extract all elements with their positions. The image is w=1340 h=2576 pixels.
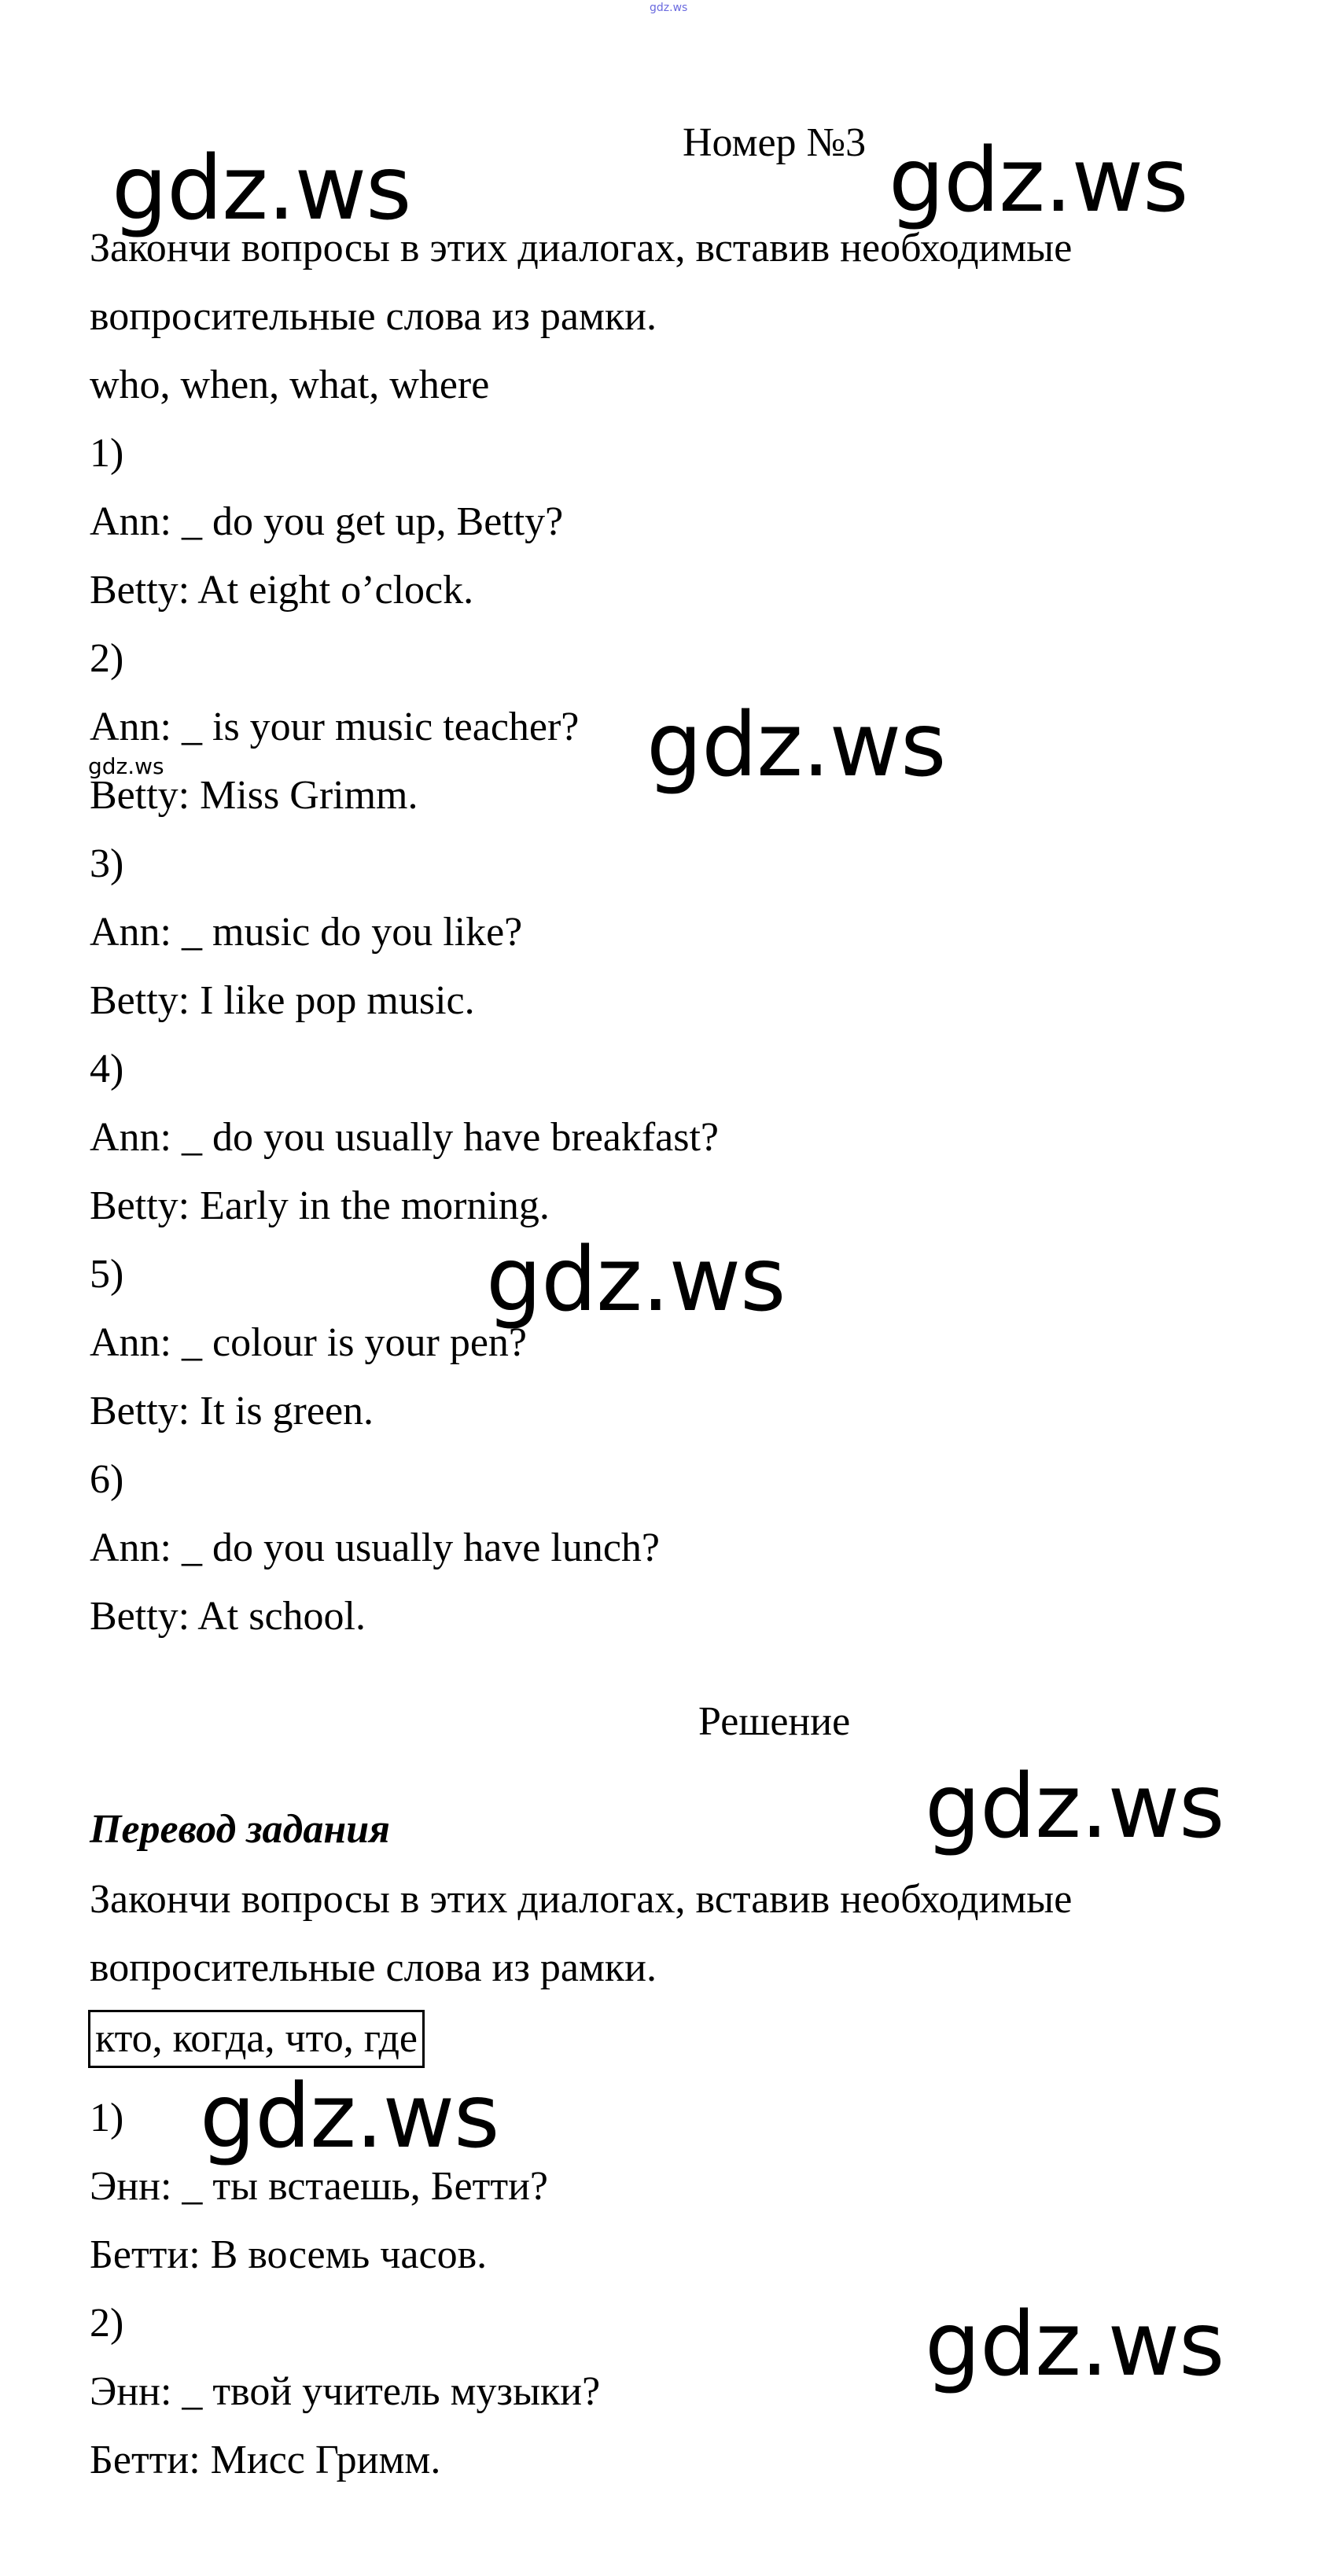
solution-dialog-1-number: 1) xyxy=(90,2096,124,2140)
translation-heading: Перевод задания xyxy=(90,1807,390,1852)
watermark: gdz.ws xyxy=(925,1756,1224,1858)
page-title: Номер №3 xyxy=(683,120,867,165)
dialog-6-number: 6) xyxy=(90,1457,124,1502)
watermark: gdz.ws xyxy=(889,130,1188,232)
word-box: кто, когда, что, где xyxy=(88,2010,425,2068)
solution-dialog-1-ann: Энн: _ ты встаешь, Бетти? xyxy=(90,2164,548,2209)
dialog-1-number: 1) xyxy=(90,431,124,476)
top-watermark: gdz.ws xyxy=(650,2,688,14)
solution-dialog-2-betty: Бетти: Мисс Гримм. xyxy=(90,2438,441,2482)
dialog-5-ann: Ann: _ colour is your pen? xyxy=(90,1320,528,1365)
dialog-2-number: 2) xyxy=(90,636,124,681)
solution-instruction-line-2: вопросительные слова из рамки. xyxy=(90,1945,657,1990)
dialog-1-ann: Ann: _ do you get up, Betty? xyxy=(90,499,564,544)
dialog-6-ann: Ann: _ do you usually have lunch? xyxy=(90,1525,660,1570)
watermark: gdz.ws xyxy=(925,2294,1224,2396)
dialog-2-ann: Ann: _ is your music teacher? xyxy=(90,705,580,749)
solution-heading: Решение xyxy=(698,1699,851,1744)
task-instruction-line-2: вопросительные слова из рамки. xyxy=(90,294,657,339)
dialog-5-betty: Betty: It is green. xyxy=(90,1389,374,1433)
solution-dialog-1-betty: Бетти: В восемь часов. xyxy=(90,2232,488,2277)
dialog-4-number: 4) xyxy=(90,1047,124,1091)
dialog-1-betty: Betty: At eight o’clock. xyxy=(90,568,474,613)
solution-instruction-line-1: Закончи вопросы в этих диалогах, вставив необходимые xyxy=(90,1877,1073,1922)
dialog-3-ann: Ann: _ music do you like? xyxy=(90,910,523,955)
watermark: gdz.ws xyxy=(112,138,411,240)
dialog-2-betty: Betty: Miss Grimm. xyxy=(90,773,418,818)
dialog-6-betty: Betty: At school. xyxy=(90,1594,366,1639)
dialog-4-ann: Ann: _ do you usually have breakfast? xyxy=(90,1115,720,1160)
task-instruction-line-1: Закончи вопросы в этих диалогах, вставив необходимые xyxy=(90,226,1073,270)
watermark-small: gdz.ws xyxy=(88,753,164,779)
watermark: gdz.ws xyxy=(486,1229,786,1331)
solution-dialog-2-ann: Энн: _ твой учитель музыки? xyxy=(90,2369,601,2414)
dialog-3-number: 3) xyxy=(90,841,124,886)
dialog-4-betty: Betty: Early in the morning. xyxy=(90,1183,550,1228)
word-box-row xyxy=(88,2010,425,2068)
dialog-3-betty: Betty: I like pop music. xyxy=(90,978,475,1023)
watermark: gdz.ws xyxy=(646,694,946,797)
dialog-5-number: 5) xyxy=(90,1252,124,1297)
solution-dialog-2-number: 2) xyxy=(90,2301,124,2346)
watermark: gdz.ws xyxy=(200,2066,499,2168)
task-word-list: who, when, what, where xyxy=(90,362,490,407)
